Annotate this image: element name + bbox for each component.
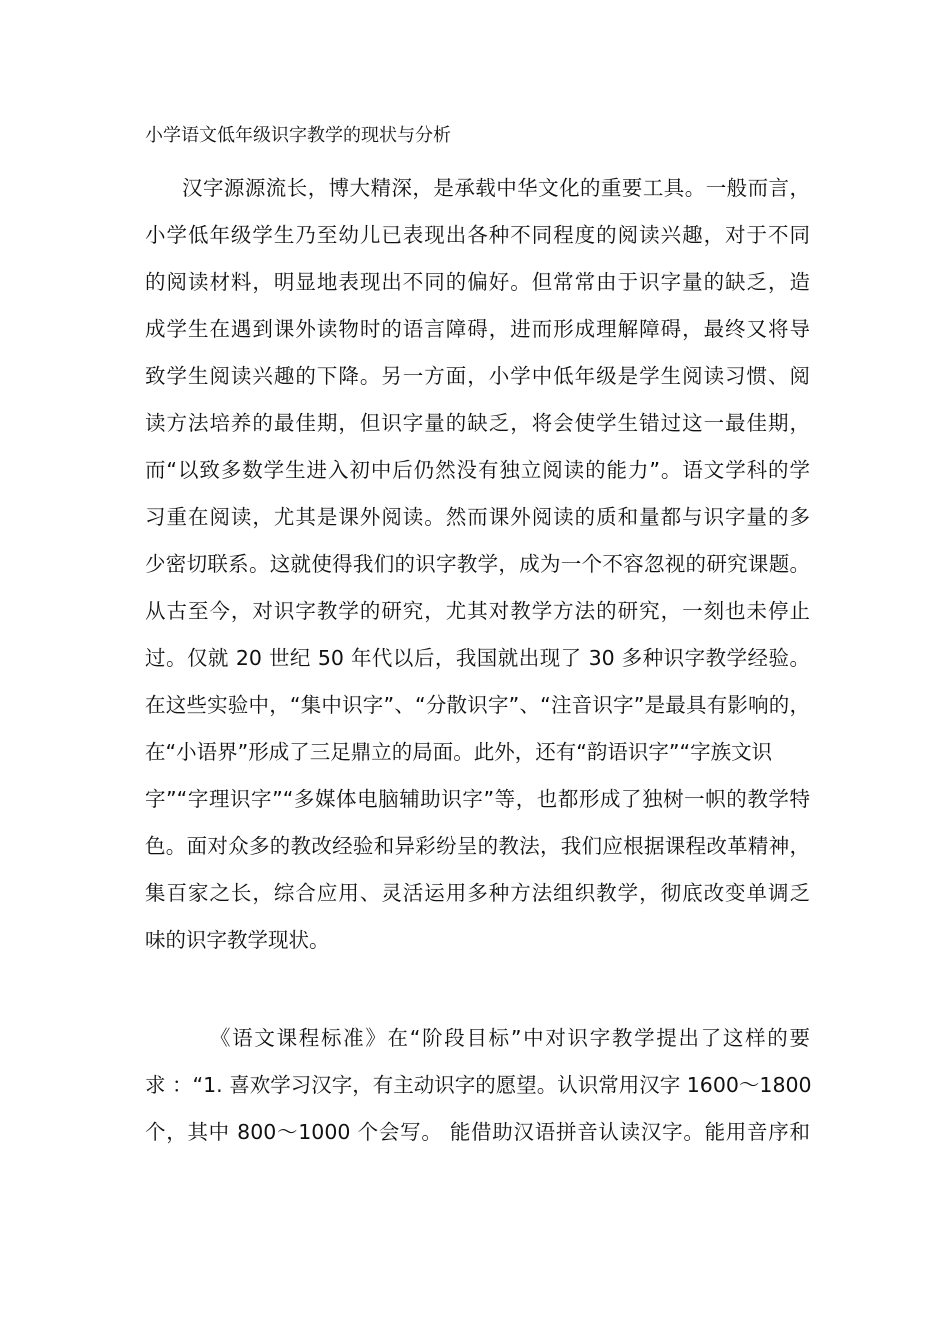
document-title: 小学语文低年级识字教学的现状与分析 bbox=[145, 125, 451, 146]
paragraph-line: 汉字源源流长，博大精深，是承载中华文化的重要工具。一般而言， bbox=[182, 176, 810, 200]
paragraph-line: 字”“字理识字”“多媒体电脑辅助识字”等，也都形成了独树一帜的教学特 bbox=[145, 787, 810, 811]
paragraph-line: 在这些实验中，“集中识字”、“分散识字”、“注音识字”是最具有影响的， bbox=[145, 693, 810, 717]
paragraph-line: 从古至今，对识字教学的研究，尤其对教学方法的研究，一刻也未停止 bbox=[145, 599, 810, 623]
paragraph-line: 习重在阅读，尤其是课外阅读。然而课外阅读的质和量都与识字量的多 bbox=[145, 505, 810, 529]
paragraph-line: 味的识字教学现状。 bbox=[145, 928, 330, 952]
paragraph-line: 个，其中 800～1000 个会写。 能借助汉语拼音认读汉字。能用音序和 bbox=[145, 1120, 810, 1144]
paragraph-line: 少密切联系。这就使得我们的识字教学，成为一个不容忽视的研究课题。 bbox=[145, 552, 810, 576]
paragraph-line: 成学生在遇到课外读物时的语言障碍，进而形成理解障碍，最终又将导 bbox=[145, 317, 810, 341]
paragraph-line: 读方法培养的最佳期，但识字量的缺乏，将会使学生错过这一最佳期， bbox=[145, 411, 810, 435]
paragraph-line: 色。面对众多的教改经验和异彩纷呈的教法，我们应根据课程改革精神， bbox=[145, 834, 810, 858]
paragraph-line: 《语文课程标准》在“阶段目标”中对识字教学提出了这样的要 bbox=[210, 1026, 810, 1050]
paragraph-line: 的阅读材料，明显地表现出不同的偏好。但常常由于识字量的缺乏，造 bbox=[145, 270, 810, 294]
paragraph-line: 致学生阅读兴趣的下降。另一方面，小学中低年级是学生阅读习惯、阅 bbox=[145, 364, 810, 388]
paragraph-line: 集百家之长，综合应用、灵活运用多种方法组织教学，彻底改变单调乏 bbox=[145, 881, 810, 905]
paragraph-line: 在“小语界”形成了三足鼎立的局面。此外，还有“韵语识字”“字族文识 bbox=[145, 740, 773, 764]
paragraph-line: 而“以致多数学生进入初中后仍然没有独立阅读的能力”。语文学科的学 bbox=[145, 458, 810, 482]
paragraph-line: 小学低年级学生乃至幼儿已表现出各种不同程度的阅读兴趣，对于不同 bbox=[145, 223, 810, 247]
paragraph-line: 过。仅就 20 世纪 50 年代以后，我国就出现了 30 多种识字教学经验。 bbox=[145, 646, 810, 670]
paragraph-line: 求 ：“1. 喜欢学习汉字，有主动识字的愿望。认识常用汉字 1600～1800 bbox=[145, 1073, 812, 1097]
